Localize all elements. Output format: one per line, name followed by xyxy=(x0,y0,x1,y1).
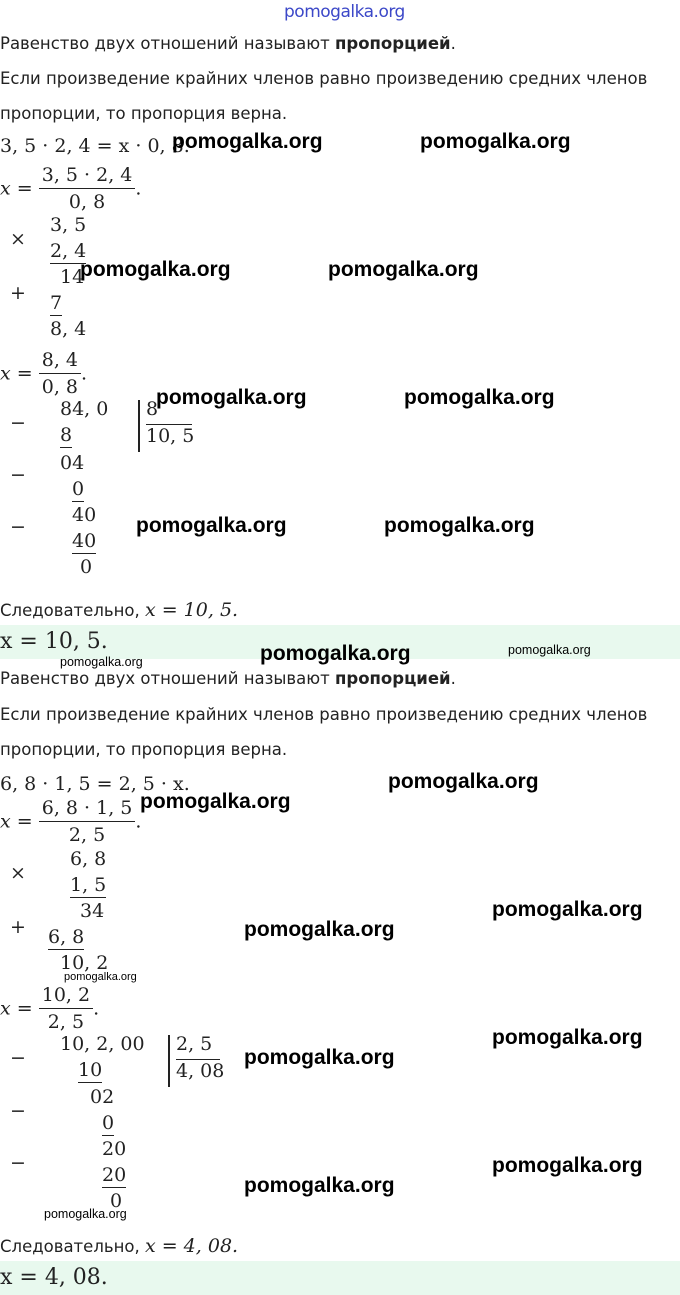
dividend: 84, 0 xyxy=(60,398,109,420)
proportion-equation: 3, 5 · 2, 4 = x · 0, 8. xyxy=(0,135,190,157)
fraction-denominator: 2, 5 xyxy=(47,1011,85,1033)
proportion-equation-2: 6, 8 · 1, 5 = 2, 5 · x. xyxy=(0,773,190,795)
x-equals: x = xyxy=(0,362,33,385)
product-result: 8, 4 xyxy=(50,318,87,340)
watermark: pomogalka.org xyxy=(140,790,291,813)
fraction xyxy=(39,982,93,1035)
definition-prefix: Равенство двух отношений называют xyxy=(0,669,335,688)
watermark: pomogalka.org xyxy=(384,514,535,537)
fraction-period: . xyxy=(135,810,142,833)
minus-sign-6: − xyxy=(10,1152,26,1174)
watermark: pomogalka.org xyxy=(136,514,287,537)
watermark: pomogalka.org xyxy=(404,386,555,409)
quotient-2: 4, 08 xyxy=(176,1060,225,1082)
watermark: pomogalka.org xyxy=(260,642,411,665)
x-fraction-expression-3 xyxy=(0,795,141,848)
watermark: pomogalka.org xyxy=(244,918,395,941)
remainder-2-2: 20 xyxy=(102,1138,127,1160)
subtrahend-2-2: 0 xyxy=(102,1112,115,1134)
watermark: pomogalka.org xyxy=(420,130,571,153)
multiply-sign: × xyxy=(10,228,26,250)
remainder-3-2: 0 xyxy=(110,1190,123,1212)
fraction-period: . xyxy=(135,177,142,200)
fraction-period: . xyxy=(81,362,88,385)
fraction-period: . xyxy=(93,997,100,1020)
remainder-2: 40 xyxy=(72,504,97,526)
definition-prefix: Равенство двух отношений называют xyxy=(0,34,335,53)
division-bracket-2 xyxy=(168,1035,170,1087)
site-header-link[interactable]: pomogalka.org xyxy=(284,2,405,22)
x-fraction-expression-4 xyxy=(0,982,99,1035)
watermark: pomogalka.org xyxy=(492,898,643,921)
watermark-small: pomogalka.org xyxy=(64,971,137,983)
x-equals: x = xyxy=(0,997,33,1020)
definition-term: пропорцией xyxy=(334,669,451,688)
definition-text xyxy=(0,34,456,53)
watermark: pomogalka.org xyxy=(388,770,539,793)
watermark: pomogalka.org xyxy=(80,258,231,281)
fraction xyxy=(39,162,136,215)
plus-sign: + xyxy=(10,282,26,304)
x-fraction-expression xyxy=(0,162,141,215)
conclusion-prefix: Следовательно, xyxy=(0,1237,145,1256)
divisor-2: 2, 5 xyxy=(176,1033,213,1055)
rule-line-2-2: пропорции, то пропорция верна. xyxy=(0,740,288,759)
product-result-2: 10, 2 xyxy=(60,952,109,974)
subtrahend-3: 40 xyxy=(72,530,97,552)
minus-sign-2: − xyxy=(10,464,26,486)
conclusion-math: x = 10, 5. xyxy=(144,599,239,621)
watermark: pomogalka.org xyxy=(244,1174,395,1197)
quotient: 10, 5 xyxy=(146,425,195,447)
minus-sign-3: − xyxy=(10,516,26,538)
fraction xyxy=(39,347,81,400)
remainder-1: 04 xyxy=(60,452,85,474)
definition-suffix: . xyxy=(450,669,456,688)
definition-term: пропорцией xyxy=(334,34,451,53)
division-bracket xyxy=(138,400,140,452)
remainder-3: 0 xyxy=(80,556,93,578)
rule-line-1-2: Если произведение крайних членов равно произведению средних членов xyxy=(0,705,648,724)
watermark: pomogalka.org xyxy=(244,1046,395,1069)
conclusion-2 xyxy=(0,1235,238,1257)
factor-b: 2, 4 xyxy=(50,240,87,262)
fraction xyxy=(39,795,136,848)
fraction-denominator: 2, 5 xyxy=(68,824,106,846)
remainder-1-2: 02 xyxy=(90,1086,115,1108)
answer: x = 10, 5. xyxy=(0,629,108,654)
partial-product-1-2: 34 xyxy=(80,900,105,922)
x-equals: x = xyxy=(0,177,33,200)
factor-b-2: 1, 5 xyxy=(70,874,107,896)
watermark: pomogalka.org xyxy=(492,1154,643,1177)
watermark-small: pomogalka.org xyxy=(60,655,143,669)
conclusion xyxy=(0,599,238,621)
plus-sign-2: + xyxy=(10,916,26,938)
definition-text-2 xyxy=(0,669,456,688)
factor-a: 3, 5 xyxy=(50,214,87,236)
watermark: pomogalka.org xyxy=(172,130,323,153)
fraction-numerator: 3, 5 · 2, 4 xyxy=(39,162,136,189)
conclusion-prefix: Следовательно, xyxy=(0,601,145,620)
fraction-numerator: 6, 8 · 1, 5 xyxy=(39,795,136,822)
subtrahend-1: 8 xyxy=(60,424,73,446)
definition-suffix: . xyxy=(450,34,456,53)
rule-line-2: пропорции, то пропорция верна. xyxy=(0,104,288,123)
answer-2: x = 4, 08. xyxy=(0,1265,108,1290)
watermark-small: pomogalka.org xyxy=(44,1207,127,1221)
multiply-sign-2: × xyxy=(10,862,26,884)
conclusion-math: x = 4, 08. xyxy=(144,1235,239,1257)
x-equals: x = xyxy=(0,810,33,833)
subtrahend-1-2: 10 xyxy=(78,1059,103,1081)
watermark: pomogalka.org xyxy=(328,258,479,281)
subtrahend-2: 0 xyxy=(72,478,85,500)
partial-product-2-2: 6, 8 xyxy=(48,926,85,948)
x-fraction-expression-2 xyxy=(0,347,87,400)
partial-product-1: 14 xyxy=(60,266,85,288)
watermark: pomogalka.org xyxy=(156,386,307,409)
fraction-numerator: 10, 2 xyxy=(39,982,93,1009)
minus-sign-5: − xyxy=(10,1100,26,1122)
dividend-2: 10, 2, 00 xyxy=(60,1033,145,1055)
watermark: pomogalka.org xyxy=(492,1026,643,1049)
subtrahend-3-2: 20 xyxy=(102,1164,127,1186)
fraction-denominator: 0, 8 xyxy=(41,376,78,398)
minus-sign-4: − xyxy=(10,1047,26,1069)
fraction-numerator: 8, 4 xyxy=(39,347,81,374)
watermark-small: pomogalka.org xyxy=(508,643,591,657)
minus-sign-1: − xyxy=(10,412,26,434)
factor-a-2: 6, 8 xyxy=(70,848,107,870)
fraction-denominator: 0, 8 xyxy=(68,191,106,213)
partial-product-2: 7 xyxy=(50,292,63,314)
divisor: 8 xyxy=(146,398,159,420)
rule-line-1: Если произведение крайних членов равно произведению средних членов xyxy=(0,69,648,88)
